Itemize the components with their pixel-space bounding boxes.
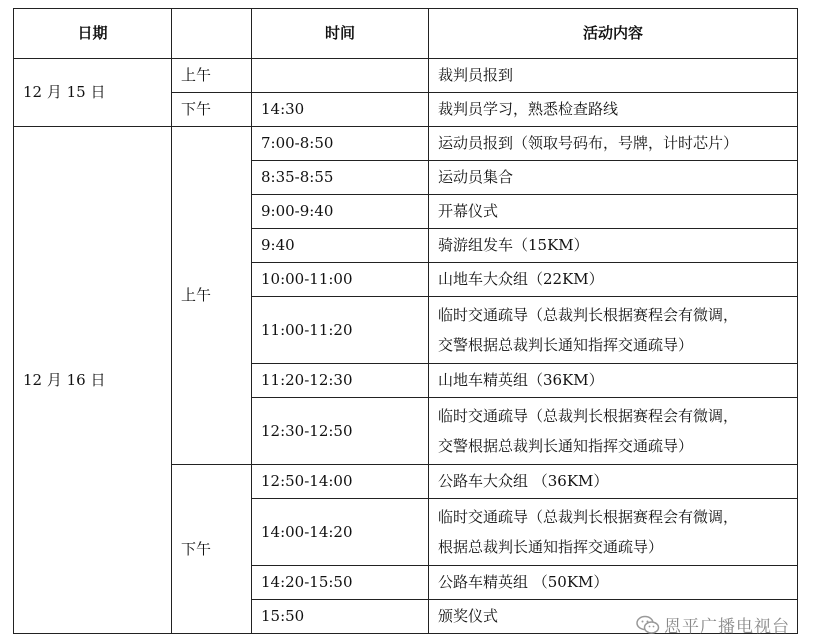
- activity-line: 临时交通疏导（总裁判长根据赛程会有微调，: [438, 508, 739, 526]
- activity-cell: [429, 398, 798, 465]
- period-cell: 下午: [172, 93, 252, 127]
- activity-cell: [429, 161, 798, 195]
- header-date: 日期: [14, 9, 172, 59]
- time-cell: [252, 59, 429, 93]
- schedule-table: [13, 8, 798, 634]
- activity-line: 公路车大众组 （36KM）: [438, 472, 609, 490]
- time-cell: 7:00-8:50: [252, 127, 429, 161]
- activity-line: 颁奖仪式: [438, 607, 499, 625]
- activity-cell: [429, 195, 798, 229]
- activity-line: 开幕仪式: [438, 202, 499, 220]
- period-cell: 上午: [172, 127, 252, 465]
- activity-line: 骑游组发车（15KM）: [438, 236, 589, 254]
- watermark: [636, 612, 790, 637]
- watermark-text: 恩平广播电视台: [664, 617, 790, 637]
- activity-line: 公路车精英组 （50KM）: [438, 573, 609, 591]
- time-cell: 11:20-12:30: [252, 364, 429, 398]
- activity-line: 运动员集合: [438, 168, 514, 186]
- table-row: [14, 127, 798, 161]
- date-cell: 12 月 15 日: [14, 59, 172, 127]
- activity-line: 山地车精英组（36KM）: [438, 371, 604, 389]
- time-cell: 10:00-11:00: [252, 263, 429, 297]
- activity-cell: [429, 263, 798, 297]
- time-cell: 12:30-12:50: [252, 398, 429, 465]
- activity-line: 临时交通疏导（总裁判长根据赛程会有微调，: [438, 407, 739, 425]
- activity-cell: [429, 364, 798, 398]
- time-cell: 9:00-9:40: [252, 195, 429, 229]
- time-cell: 8:35-8:55: [252, 161, 429, 195]
- activity-line: 运动员报到（领取号码布，号牌，计时芯片）: [438, 134, 739, 152]
- time-cell: 14:30: [252, 93, 429, 127]
- time-cell: 9:40: [252, 229, 429, 263]
- header-period: [172, 9, 252, 59]
- activity-cell: [429, 566, 798, 600]
- activity-cell: [429, 297, 798, 364]
- table-row: [14, 59, 798, 93]
- wechat-icon: [636, 615, 660, 635]
- time-cell: 14:00-14:20: [252, 499, 429, 566]
- activity-line: 交警根据总裁判长通知指挥交通疏导）: [438, 336, 694, 354]
- period-cell: 上午: [172, 59, 252, 93]
- activity-line: 根据总裁判长通知指挥交通疏导）: [438, 538, 664, 556]
- activity-cell: [429, 499, 798, 566]
- activity-line: 临时交通疏导（总裁判长根据赛程会有微调，: [438, 306, 739, 324]
- activity-line: 山地车大众组（22KM）: [438, 270, 604, 288]
- activity-cell: [429, 127, 798, 161]
- header-time: 时间: [252, 9, 429, 59]
- time-cell: 11:00-11:20: [252, 297, 429, 364]
- header-activity: 活动内容: [429, 9, 798, 59]
- header-row: [14, 9, 798, 59]
- date-cell: 12 月 16 日: [14, 127, 172, 634]
- activity-cell: 裁判员报到: [429, 59, 798, 93]
- period-cell: 下午: [172, 465, 252, 634]
- activity-cell: [429, 465, 798, 499]
- activity-cell: [429, 229, 798, 263]
- activity-cell: 裁判员学习，熟悉检查路线: [429, 93, 798, 127]
- time-cell: 15:50: [252, 600, 429, 634]
- activity-line: 交警根据总裁判长通知指挥交通疏导）: [438, 437, 694, 455]
- time-cell: 12:50-14:00: [252, 465, 429, 499]
- time-cell: 14:20-15:50: [252, 566, 429, 600]
